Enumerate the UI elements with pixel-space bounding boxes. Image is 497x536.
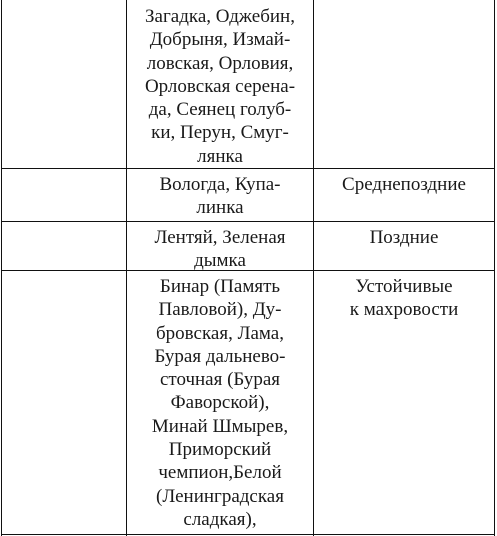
table-cell-varieties-row-1 — [127, 5, 313, 168]
cell-text-line: бровская, Лама, — [156, 322, 284, 344]
table-cell-group-row-4 — [314, 275, 494, 322]
cell-text-line: Фаворской), — [170, 392, 270, 414]
cell-text-line: да, Сеянец голуб- — [148, 99, 292, 121]
cell-text-line: Среднепоздние — [342, 174, 466, 195]
cell-text-line: Минай Шмырев, — [151, 415, 289, 437]
table-border-bottom — [1, 534, 495, 535]
cell-text-line: линка — [196, 197, 244, 219]
cell-text-line: (Ленинградская — [156, 485, 284, 507]
cell-text-line: лянка — [197, 145, 243, 167]
cell-text-line: Устойчивые — [355, 276, 453, 297]
column-divider-2 — [313, 0, 314, 536]
cell-text-line: Приморский — [168, 439, 272, 461]
cell-text-line: ки, Перун, Смуг- — [151, 122, 289, 144]
table-cell-group-row-2 — [314, 173, 494, 196]
table-cell-varieties-row-2 — [127, 173, 313, 220]
table-border-left — [1, 0, 2, 536]
row-divider-2 — [1, 221, 495, 222]
table-cell-varieties-row-3 — [127, 226, 313, 273]
row-divider-1 — [1, 168, 495, 169]
cell-text-line: сточная (Бурая — [159, 369, 281, 391]
cell-text-line: Добрыня, Измай- — [149, 29, 291, 51]
table-cell-varieties-row-4 — [127, 275, 313, 531]
cell-text-line: к махровости — [349, 299, 459, 321]
cell-text-line: Поздние — [369, 227, 439, 248]
cell-text-line: Загадка, Оджебин, — [145, 6, 295, 27]
cell-text-line: дымка — [194, 250, 246, 272]
cell-text-line: Лентяй, Зеленая — [154, 227, 286, 248]
table-border-right — [494, 0, 495, 536]
cell-text-line: Вологда, Купа- — [159, 174, 281, 195]
table-cell-group-row-3 — [314, 226, 494, 249]
cell-text-line: сладкая), — [183, 508, 257, 530]
cell-text-line: ловская, Орловия, — [146, 52, 294, 74]
cell-text-line: Павловой), Ду- — [158, 299, 282, 321]
cell-text-line: чемпион,Белой — [158, 462, 282, 484]
cell-text-line: Орловская серена- — [144, 75, 296, 97]
cell-text-line: Бурая дальнево- — [154, 345, 286, 367]
cell-text-line: Бинар (Память — [159, 276, 281, 297]
